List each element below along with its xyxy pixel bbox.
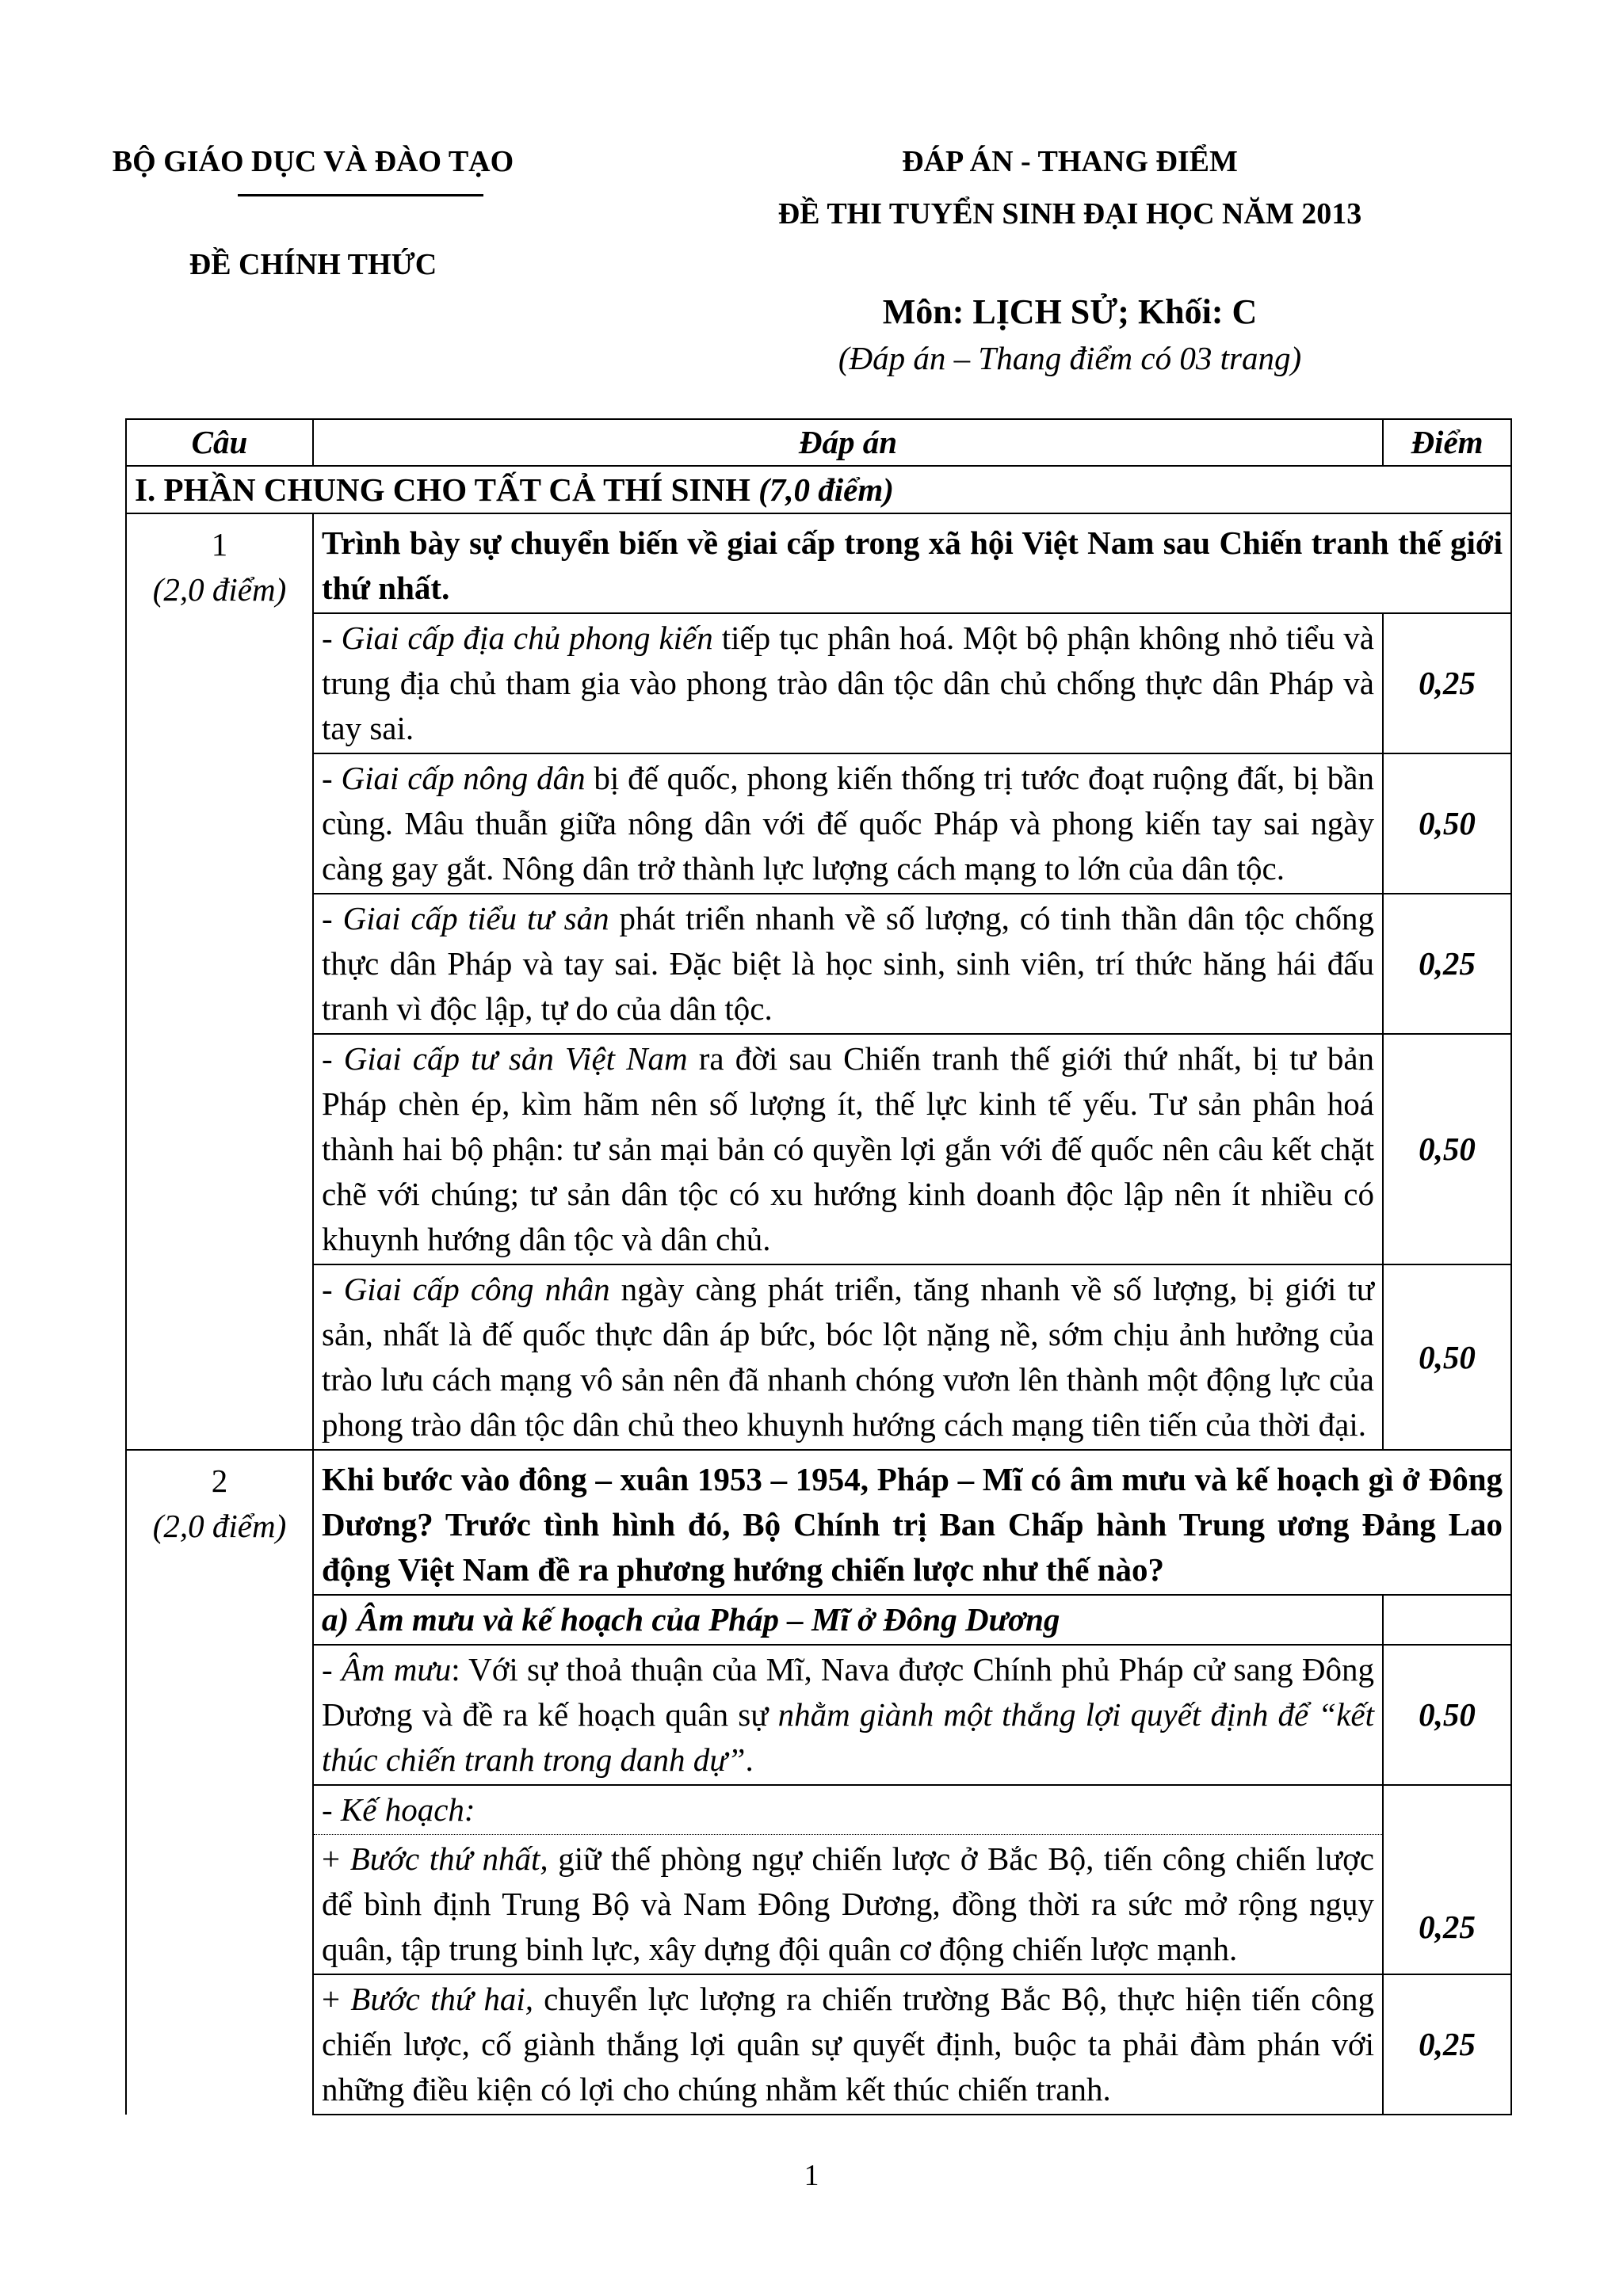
table-row	[126, 894, 1511, 1034]
q1-item-petty-bourgeois: - Giai cấp tiểu tư sản phát triển nhanh về số lượng, có tinh thần dân tộc chống thực dân Pháp và tay sai. Đặc biệt là học sinh, sinh viên, trí thức hăng hái đấu tranh vì độc lập, tự do của dân tộc.	[313, 894, 1383, 1034]
q1-score-bourgeois: 0,50	[1383, 1034, 1511, 1264]
q2-score-step1: 0,25	[1383, 1785, 1511, 1974]
q1-number: 1	[211, 526, 228, 563]
exam-title: ĐỀ THI TUYỂN SINH ĐẠI HỌC NĂM 2013	[777, 197, 1362, 231]
section-row	[126, 466, 1511, 513]
q1-item-worker: - Giai cấp công nhân ngày càng phát triển, tăng nhanh về số lượng, bị giới tư sản, nhất là đế quốc thực dân áp bức, bóc lột nặng nề, sớm chịu ảnh hưởng của trào lưu cách mạng vô sản nên đã nhanh chóng vươn lên thành một động lực của phong trào dân tộc dân chủ theo khuynh hướng cách mạng tiên tiến của thời đại.	[313, 1264, 1383, 1450]
col-header-question: Câu	[126, 419, 313, 466]
q1-item-landlord: - Giai cấp địa chủ phong kiến tiếp tục phân hoá. Một bộ phận không nhỏ tiểu và trung địa chủ tham gia vào phong trào dân tộc dân chủ chống thực dân Pháp và tay sai.	[313, 613, 1383, 753]
table-row	[126, 1264, 1511, 1450]
q2-subheading-a: a) Âm mưu và kế hoạch của Pháp – Mĩ ở Đông Dương	[313, 1595, 1383, 1645]
table-row	[126, 1595, 1511, 1645]
q2-score-plot: 0,50	[1383, 1645, 1511, 1785]
table-row	[126, 1835, 1511, 1975]
q1-item-peasant: - Giai cấp nông dân bị đế quốc, phong kiến thống trị tước đoạt ruộng đất, bị bần cùng. Mâu thuẫn giữa nông dân với đế quốc Pháp và phong kiến tay sai ngày càng gay gắt. Nông dân trở thành lực lượng cách mạng to lớn của dân tộc.	[313, 753, 1383, 894]
q1-score-worker: 0,50	[1383, 1264, 1511, 1450]
q2-item-step2: + Bước thứ hai, chuyển lực lượng ra chiến trường Bắc Bộ, thực hiện tiến công chiến lược, cố giành thắng lợi quân sự quyết định, buộc ta phải đàm phán với những điều kiện có lợi cho chúng nhằm kết thúc chiến tranh.	[313, 1974, 1383, 2115]
q2-title: Khi bước vào đông – xuân 1953 – 1954, Pháp – Mĩ có âm mưu và kế hoạch gì ở Đông Dương? Trước tình hình đó, Bộ Chính trị Ban Chấp hành Trung ương Đảng Lao động Việt Nam đề ra phương hướng chiến lược như thế nào?	[313, 1450, 1511, 1595]
q1-points: (2,0 điểm)	[152, 571, 287, 608]
ministry-name: BỘ GIÁO DỤC VÀ ĐÀO TẠO	[112, 145, 514, 178]
table-row	[126, 1645, 1511, 1785]
page-count-note: (Đáp án – Thang điểm có 03 trang)	[838, 340, 1302, 376]
answer-table	[125, 418, 1512, 2115]
q1-score-petty-bourgeois: 0,25	[1383, 894, 1511, 1034]
q1-title-row	[126, 513, 1511, 613]
table-row	[126, 1785, 1511, 1835]
q2-item-step1: + Bước thứ nhất, giữ thế phòng ngự chiến lược ở Bắc Bộ, tiến công chiến lược để bình định Trung Bộ và Nam Đông Dương, đồng thời ra sức mở rộng ngụy quân, tập trung binh lực, xây dựng đội quân cơ động chiến lược mạnh.	[313, 1835, 1383, 1975]
table-row	[126, 1974, 1511, 2115]
q2-item-plot: - Âm mưu: Với sự thoả thuận của Mĩ, Nava được Chính phủ Pháp cử sang Đông Dương và đề ra kế hoạch quân sự nhằm giành một thắng lợi quyết định để “kết thúc chiến tranh trong danh dự”.	[313, 1645, 1383, 1785]
page-number: 1	[804, 2159, 819, 2192]
table-row	[126, 1034, 1511, 1264]
doc-title: ĐÁP ÁN - THANG ĐIỂM	[902, 145, 1238, 178]
q1-item-bourgeois: - Giai cấp tư sản Việt Nam ra đời sau Chiến tranh thế giới thứ nhất, bị tư bản Pháp chèn ép, kìm hãm nên số lượng ít, thế lực kinh tế yếu. Tư sản phân hoá thành hai bộ phận: tư sản mại bản có quyền lợi gắn với đế quốc nên câu kết chặt chẽ với chúng; tư sản dân tộc có xu hướng kinh doanh độc lập nên ít nhiều có khuynh hướng dân tộc và dân chủ.	[313, 1034, 1383, 1264]
table-row	[126, 613, 1511, 753]
section-title: I. PHẦN CHUNG CHO TẤT CẢ THÍ SINH (7,0 điểm)	[126, 466, 1511, 513]
header-rule	[238, 194, 483, 196]
q2-number: 2	[211, 1463, 228, 1499]
q1-score-landlord: 0,25	[1383, 613, 1511, 753]
q1-title: Trình bày sự chuyển biến về giai cấp trong xã hội Việt Nam sau Chiến tranh thế giới thứ nhất.	[313, 513, 1511, 613]
table-header-row	[126, 419, 1511, 466]
q1-score-peasant: 0,50	[1383, 753, 1511, 894]
q2-points: (2,0 điểm)	[152, 1508, 287, 1544]
q2-title-row	[126, 1450, 1511, 1595]
col-header-score: Điểm	[1383, 419, 1511, 466]
q2-plan-label: - Kế hoạch:	[313, 1785, 1383, 1835]
col-header-answer: Đáp án	[313, 419, 1383, 466]
official-label: ĐỀ CHÍNH THỨC	[189, 248, 437, 281]
section-points: (7,0 điểm)	[758, 471, 894, 508]
table-row	[126, 753, 1511, 894]
q2-score-empty	[1383, 1595, 1511, 1645]
subject-line: Môn: LỊCH SỬ; Khối: C	[882, 292, 1258, 331]
q1-number-cell	[126, 513, 313, 1450]
q2-number-cell	[126, 1450, 313, 2115]
q2-score-step2: 0,25	[1383, 1974, 1511, 2115]
